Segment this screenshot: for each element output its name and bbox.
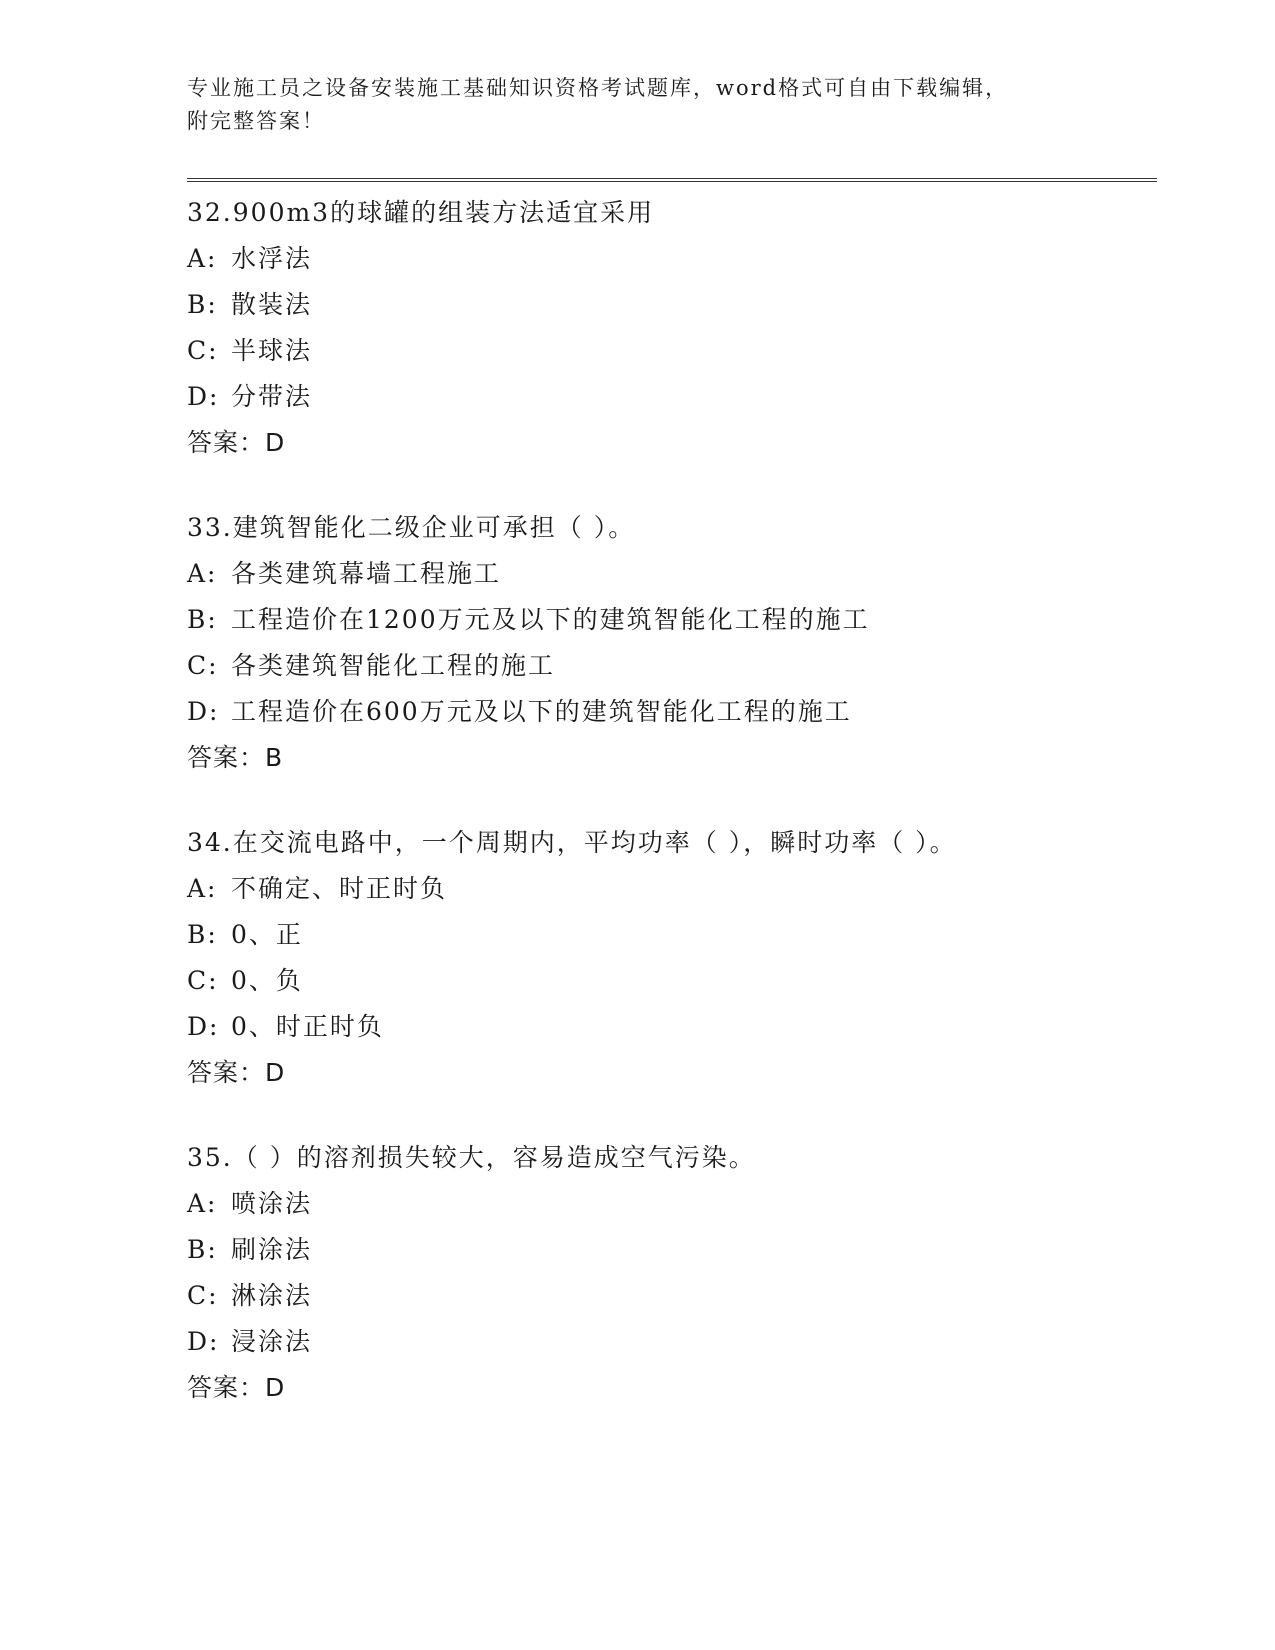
option-text: 各类建筑智能化工程的施工: [231, 651, 556, 680]
answer-line: 答案：D: [187, 428, 286, 457]
answer-line: 答案：D: [187, 1373, 286, 1402]
option-text: 半球法: [231, 336, 313, 365]
option-a: [187, 551, 1157, 597]
option-text: 0、负: [231, 966, 303, 995]
option-letter: A:: [187, 1189, 218, 1218]
question-35: [187, 1135, 1157, 1411]
option-text: 工程造价在600万元及以下的建筑智能化工程的施工: [231, 697, 852, 726]
option-d: [187, 374, 1157, 420]
option-b: [187, 1227, 1157, 1273]
option-text: 水浮法: [231, 244, 313, 273]
option-letter: C:: [187, 336, 219, 365]
option-letter: B:: [187, 290, 218, 319]
option-text: 不确定、时正时负: [231, 874, 448, 903]
option-b: [187, 282, 1157, 328]
option-letter: B:: [187, 1235, 218, 1264]
header-divider: [187, 178, 1157, 182]
question-34: [187, 820, 1157, 1096]
option-text: 散装法: [231, 290, 313, 319]
question-stem: 34.在交流电路中，一个周期内，平均功率（ ），瞬时功率（ ）。: [187, 828, 957, 857]
question-33: [187, 505, 1157, 781]
option-letter: D:: [187, 697, 220, 726]
question-list: [187, 190, 1157, 1450]
option-letter: A:: [187, 244, 218, 273]
option-text: 浸涂法: [231, 1327, 313, 1356]
option-letter: A:: [187, 874, 218, 903]
option-d: [187, 1004, 1157, 1050]
option-text: 0、时正时负: [231, 1012, 384, 1041]
header-line-1: 专业施工员之设备安装施工基础知识资格考试题库，word格式可自由下载编辑，: [187, 76, 1009, 100]
option-text: 刷涂法: [231, 1235, 313, 1264]
page-header: [187, 72, 1087, 138]
option-letter: D:: [187, 1327, 220, 1356]
option-text: 淋涂法: [231, 1281, 313, 1310]
answer-line: 答案：D: [187, 1058, 286, 1087]
option-letter: D:: [187, 382, 220, 411]
option-c: [187, 643, 1157, 689]
option-letter: D:: [187, 1012, 220, 1041]
option-letter: A:: [187, 559, 218, 588]
question-stem: 35.（ ）的溶剂损失较大，容易造成空气污染。: [187, 1143, 756, 1172]
question-stem: 32.900m3的球罐的组装方法适宜采用: [187, 198, 655, 227]
option-text: 喷涂法: [231, 1189, 313, 1218]
option-c: [187, 328, 1157, 374]
option-a: [187, 866, 1157, 912]
option-a: [187, 1181, 1157, 1227]
question-32: [187, 190, 1157, 466]
option-letter: B:: [187, 920, 218, 949]
option-b: [187, 912, 1157, 958]
option-letter: B:: [187, 605, 218, 634]
option-b: [187, 597, 1157, 643]
option-a: [187, 236, 1157, 282]
option-letter: C:: [187, 651, 219, 680]
option-d: [187, 1319, 1157, 1365]
option-text: 0、正: [231, 920, 303, 949]
answer-line: 答案：B: [187, 743, 284, 772]
option-text: 工程造价在1200万元及以下的建筑智能化工程的施工: [231, 605, 870, 634]
question-stem: 33.建筑智能化二级企业可承担（ ）。: [187, 513, 636, 542]
option-d: [187, 689, 1157, 735]
option-letter: C:: [187, 1281, 219, 1310]
option-letter: C:: [187, 966, 219, 995]
option-text: 分带法: [231, 382, 313, 411]
option-c: [187, 958, 1157, 1004]
header-line-2: 附完整答案！: [187, 109, 325, 133]
option-c: [187, 1273, 1157, 1319]
option-text: 各类建筑幕墙工程施工: [231, 559, 502, 588]
